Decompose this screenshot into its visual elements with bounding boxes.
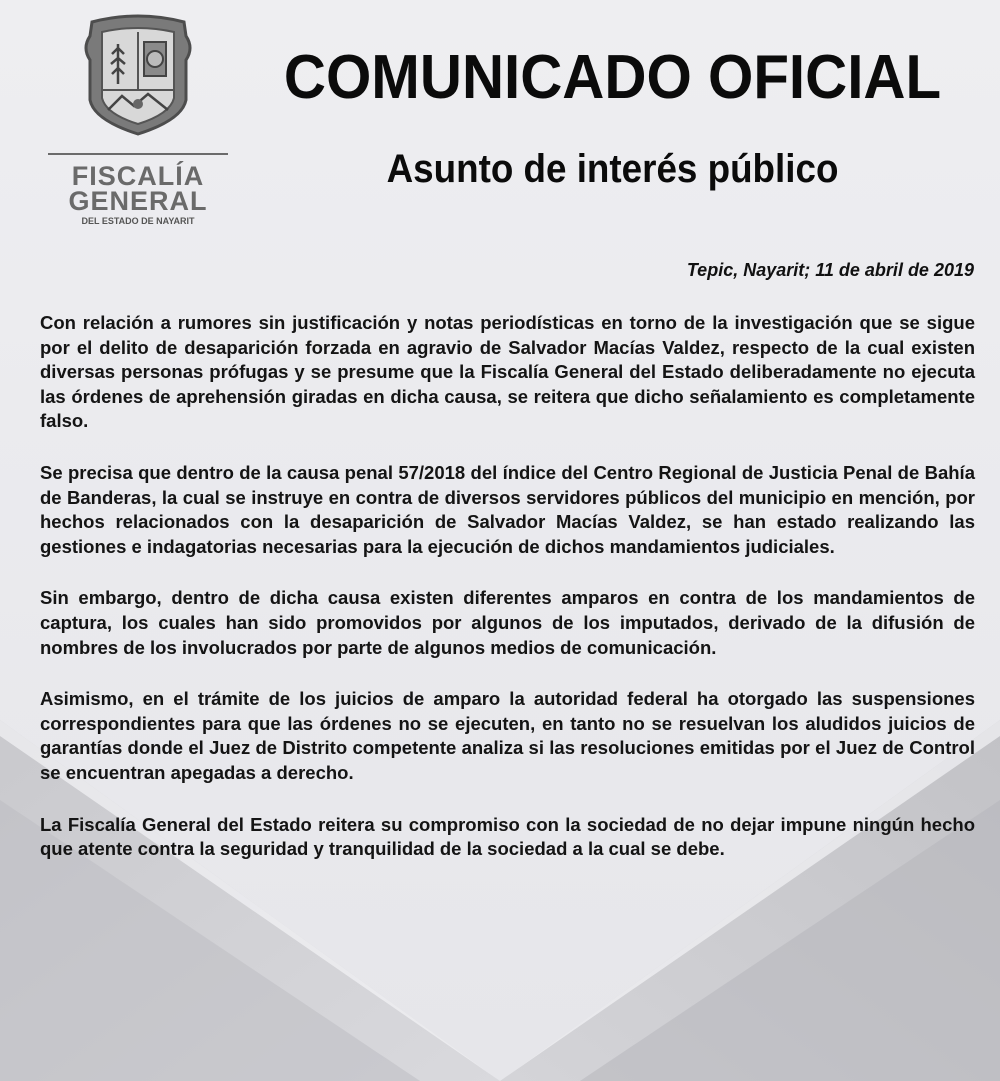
logo-text-general: GENERAL (68, 186, 208, 216)
paragraph-3: Sin embargo, dentro de dicha causa existen diferentes amparos en contra de los mandamientos de captura, los cuales han sido promovidos por algunos de los imputados, derivado de la difusión de nombres de los involucrados por parte de algunos medios de comunicación. (40, 587, 975, 658)
paragraph-4: Asimismo, en el trámite de los juicios de amparo la autoridad federal ha otorgado las suspensiones correspondientes para que las órdenes no se ejecuten, en tanto no se resuelvan los aludidos juicios de garantías donde el Juez de Distrito competente analiza si las resoluciones emitidas por el Juez de Control se encuentran apegadas a derecho. (40, 688, 975, 783)
document-subtitle: Asunto de interés público (386, 147, 839, 191)
document-body (40, 311, 975, 889)
paragraph-1: Con relación a rumores sin justificación y notas periodísticas en torno de la investigación que se sigue por el delito de desaparición forzada en agravio de Salvador Macías Valdez, respecto de la cual existen diversas personas prófugas y se presume que la Fiscalía General del Estado deliberadamente no ejecuta las órdenes de aprehensión giradas en dicha causa, se reitera que dicho señalamiento es completamente falso. (40, 312, 975, 432)
logo-text-fiscalia: FISCALÍA (71, 161, 205, 191)
logo-text-state: DEL ESTADO DE NAYARIT (81, 216, 195, 226)
paragraph-2: Se precisa que dentro de la causa penal 57/2018 del índice del Centro Regional de Justicia Penal de Bahía de Banderas, la cual se instruye en contra de diversos servidores públicos del municipio en mención, por hechos relacionados con la desaparición de Salvador Macías Valdez, se han estado realizando las gestiones e indagatorias necesarias para la ejecución de dichos mandamientos judiciales. (40, 461, 975, 557)
dateline: Tepic, Nayarit; 11 de abril de 2019 (686, 260, 974, 280)
paragraph-5: La Fiscalía General del Estado reitera su compromiso con la sociedad de no dejar impune ningún hecho que atente contra la seguridad y tranquilidad de la sociedad a la cual se debe. (40, 813, 975, 860)
logo-divider (48, 153, 228, 155)
coat-of-arms-icon (82, 14, 194, 136)
document-title: COMUNICADO OFICIAL (283, 43, 942, 112)
fiscalia-logo (48, 14, 228, 226)
